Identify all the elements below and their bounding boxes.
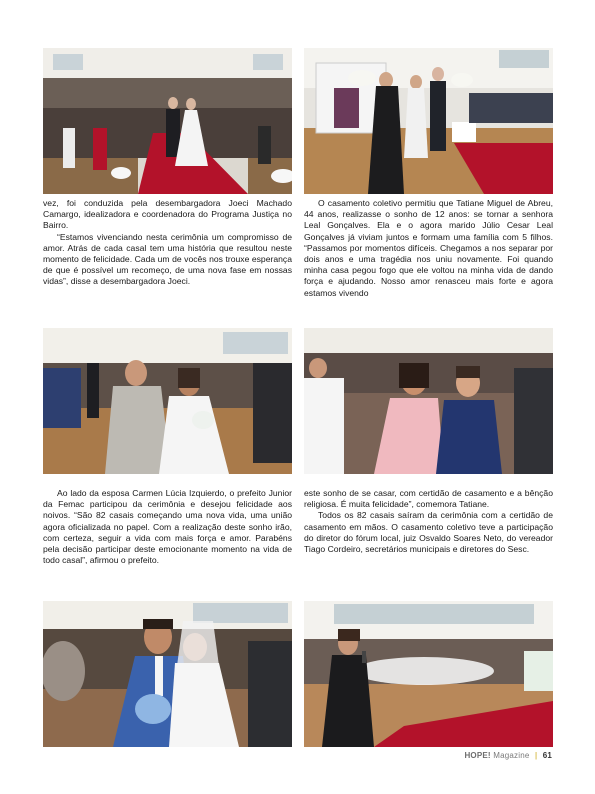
paragraph: Ao lado da esposa Carmen Lúcia Izquierdo, o prefeito Junior da Femac participou da cerimônia e desejou felicidade aos noivos. “São 82 casais começando uma nova vida, uma união agora oficializada no papel. Com a realização deste sonho irão, com certeza, seguir a vida com mais força e amor. Parabéns pela decisão participar deste emocionante momento na vida de todo casal”, afirmou o prefeito. xyxy=(43,488,292,566)
photo-wedding-aisle-couple xyxy=(43,48,292,194)
photo-seated-couple-groom-gray-suit xyxy=(43,328,292,474)
text-column-right-1 xyxy=(304,198,553,299)
paragraph: Todos os 82 casais saíram da cerimônia com a certidão de casamento em mãos. O casamento coletivo teve a participação do diretor do fórum local, juiz Osvaldo Soares Neto, do vereador Tiago Cordeiro, secretários municipais e diretores do Sesc. xyxy=(304,510,553,555)
photo-couple-with-bouquet xyxy=(43,601,292,747)
photo-seated-couple-pink-dress xyxy=(304,328,553,474)
paragraph: este sonho de se casar, com certidão de casamento e a bênção religiosa. É muita felicidade”, comemora Tatiane. xyxy=(304,488,553,510)
page-footer xyxy=(464,751,552,760)
magazine-brand: HOPE! xyxy=(464,751,491,760)
photo-judge-with-microphone xyxy=(304,601,553,747)
text-column-left-1 xyxy=(43,198,292,288)
text-column-right-2 xyxy=(304,488,553,555)
footer-separator: | xyxy=(534,751,538,760)
magazine-label: Magazine xyxy=(493,751,530,760)
page-number: 61 xyxy=(542,751,552,760)
paragraph: O casamento coletivo permitiu que Tatiane Miguel de Abreu, 44 anos, realizasse o sonho de 12 anos: se tornar a senhora Leal Gonçalves. Ela e o agora marido Júlio Cesar Leal Gonçalves já viviam juntos e formam uma família com 5 filhos. “Passamos por momentos difíceis. Chegamos a nos separar por dois anos e uma tragédia nos uniu novamente. Foi quando minha casa pegou fogo que ele voltou na minha vida de dando força e ajudando. Nosso amor renasceu mais forte e agora estamos vivendo xyxy=(304,198,553,298)
paragraph: vez, foi conduzida pela desembargadora Joeci Machado Camargo, idealizadora e coordenadora do Programa Justiça no Bairro. xyxy=(43,198,292,231)
text-column-left-2 xyxy=(43,488,292,566)
photo-judge-officiating xyxy=(304,48,553,194)
paragraph: “Estamos vivenciando nesta cerimônia um compromisso de amor. Atrás de cada casal tem uma história que resultou neste momento de felicidade. Cada um de vocês nos trouxe esperança de que é possível um recomeço, de uma nova fase em nossas vidas”, disse a desembargadora Joeci. xyxy=(43,231,292,287)
